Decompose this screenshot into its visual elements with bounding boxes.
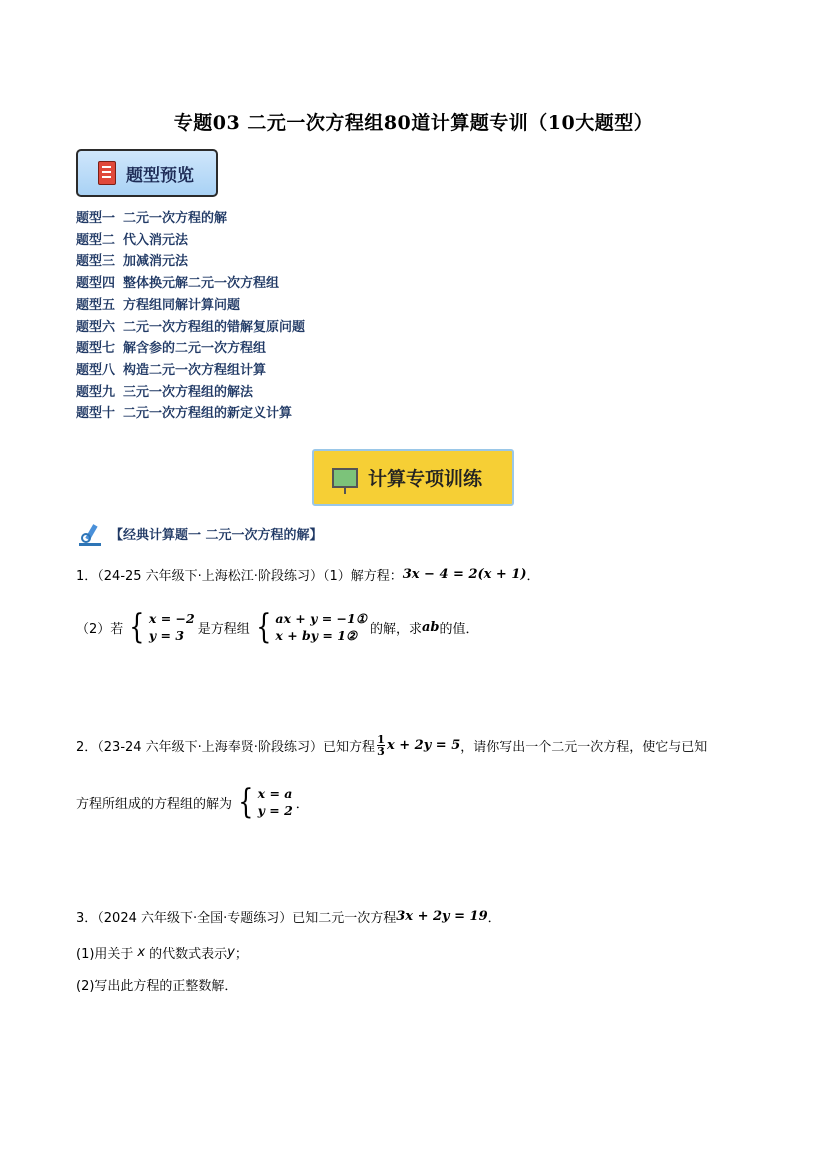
training-badge — [312, 449, 514, 506]
topic-list — [76, 208, 305, 425]
training-badge-label: 计算专项训练 — [368, 468, 483, 490]
preview-badge-label: 题型预览 — [126, 165, 194, 186]
book-icon — [98, 161, 116, 185]
question-2: 2．（23-24 六年级下·上海奉贤·阶段练习）已知方程 $\frac{1}{3}$ x + 2y = 5 ，请你写出一个二元一次方程，使它与已知 — [76, 733, 708, 758]
list-item: 题型六 二元一次方程组的错解复原问题 — [76, 319, 306, 335]
list-item: 题型十 二元一次方程组的新定义计算 — [76, 406, 293, 422]
page-title: 专题03 二元一次方程组80道计算题专训（10大题型） — [173, 112, 654, 134]
solution-system: { x = −2 y = 3 — [129, 607, 195, 647]
equation-system: { ax + y = −1① x + by = 1② — [255, 607, 367, 647]
question-1: 1．（24-25 六年级下·上海松江·阶段练习）（1）解方程： 3x − 4 = 2(x + 1) ． — [76, 567, 540, 584]
section-heading-label: 【经典计算题一 二元一次方程的解】 — [110, 527, 323, 543]
solution-system: { x = a y = 2 — [238, 782, 293, 822]
list-item: 题型二 代入消元法 — [76, 232, 189, 248]
question-2-line-2: 方程所组成的方程组的解为 { x = a y = 2 ． — [76, 782, 309, 822]
question-3-part-1: (1)用关于 x 的代数式表示 y ； — [76, 945, 248, 962]
question-1-part-2: （2）若 { x = −2 y = 3 是方程组 { ax + y = −1① x + by = 1② 的解，求 ab 的值． — [76, 607, 479, 647]
list-item: 题型八 构造二元一次方程组计算 — [76, 362, 267, 378]
question-3: 3．（2024 六年级下·全国·专题练习）已知二元一次方程 3x + 2y = 19 ． — [76, 909, 501, 926]
fraction: $\frac{1}{3}$ — [377, 733, 385, 758]
question-3-part-2: (2)写出此方程的正整数解． — [76, 979, 238, 994]
microscope-icon — [76, 518, 106, 548]
section-heading — [76, 518, 323, 548]
preview-badge — [76, 149, 218, 197]
list-item: 题型四 整体换元解二元一次方程组 — [76, 276, 280, 292]
list-item: 题型五 方程组同解计算问题 — [76, 297, 241, 313]
list-item: 题型九 三元一次方程组的解法 — [76, 384, 254, 400]
blackboard-icon — [332, 468, 358, 488]
equation: 3x − 4 = 2(x + 1) — [402, 567, 527, 582]
list-item: 题型一 二元一次方程的解 — [76, 211, 228, 226]
list-item: 题型三 加减消元法 — [76, 254, 189, 270]
list-item: 题型七 解含参的二元一次方程组 — [76, 341, 267, 357]
